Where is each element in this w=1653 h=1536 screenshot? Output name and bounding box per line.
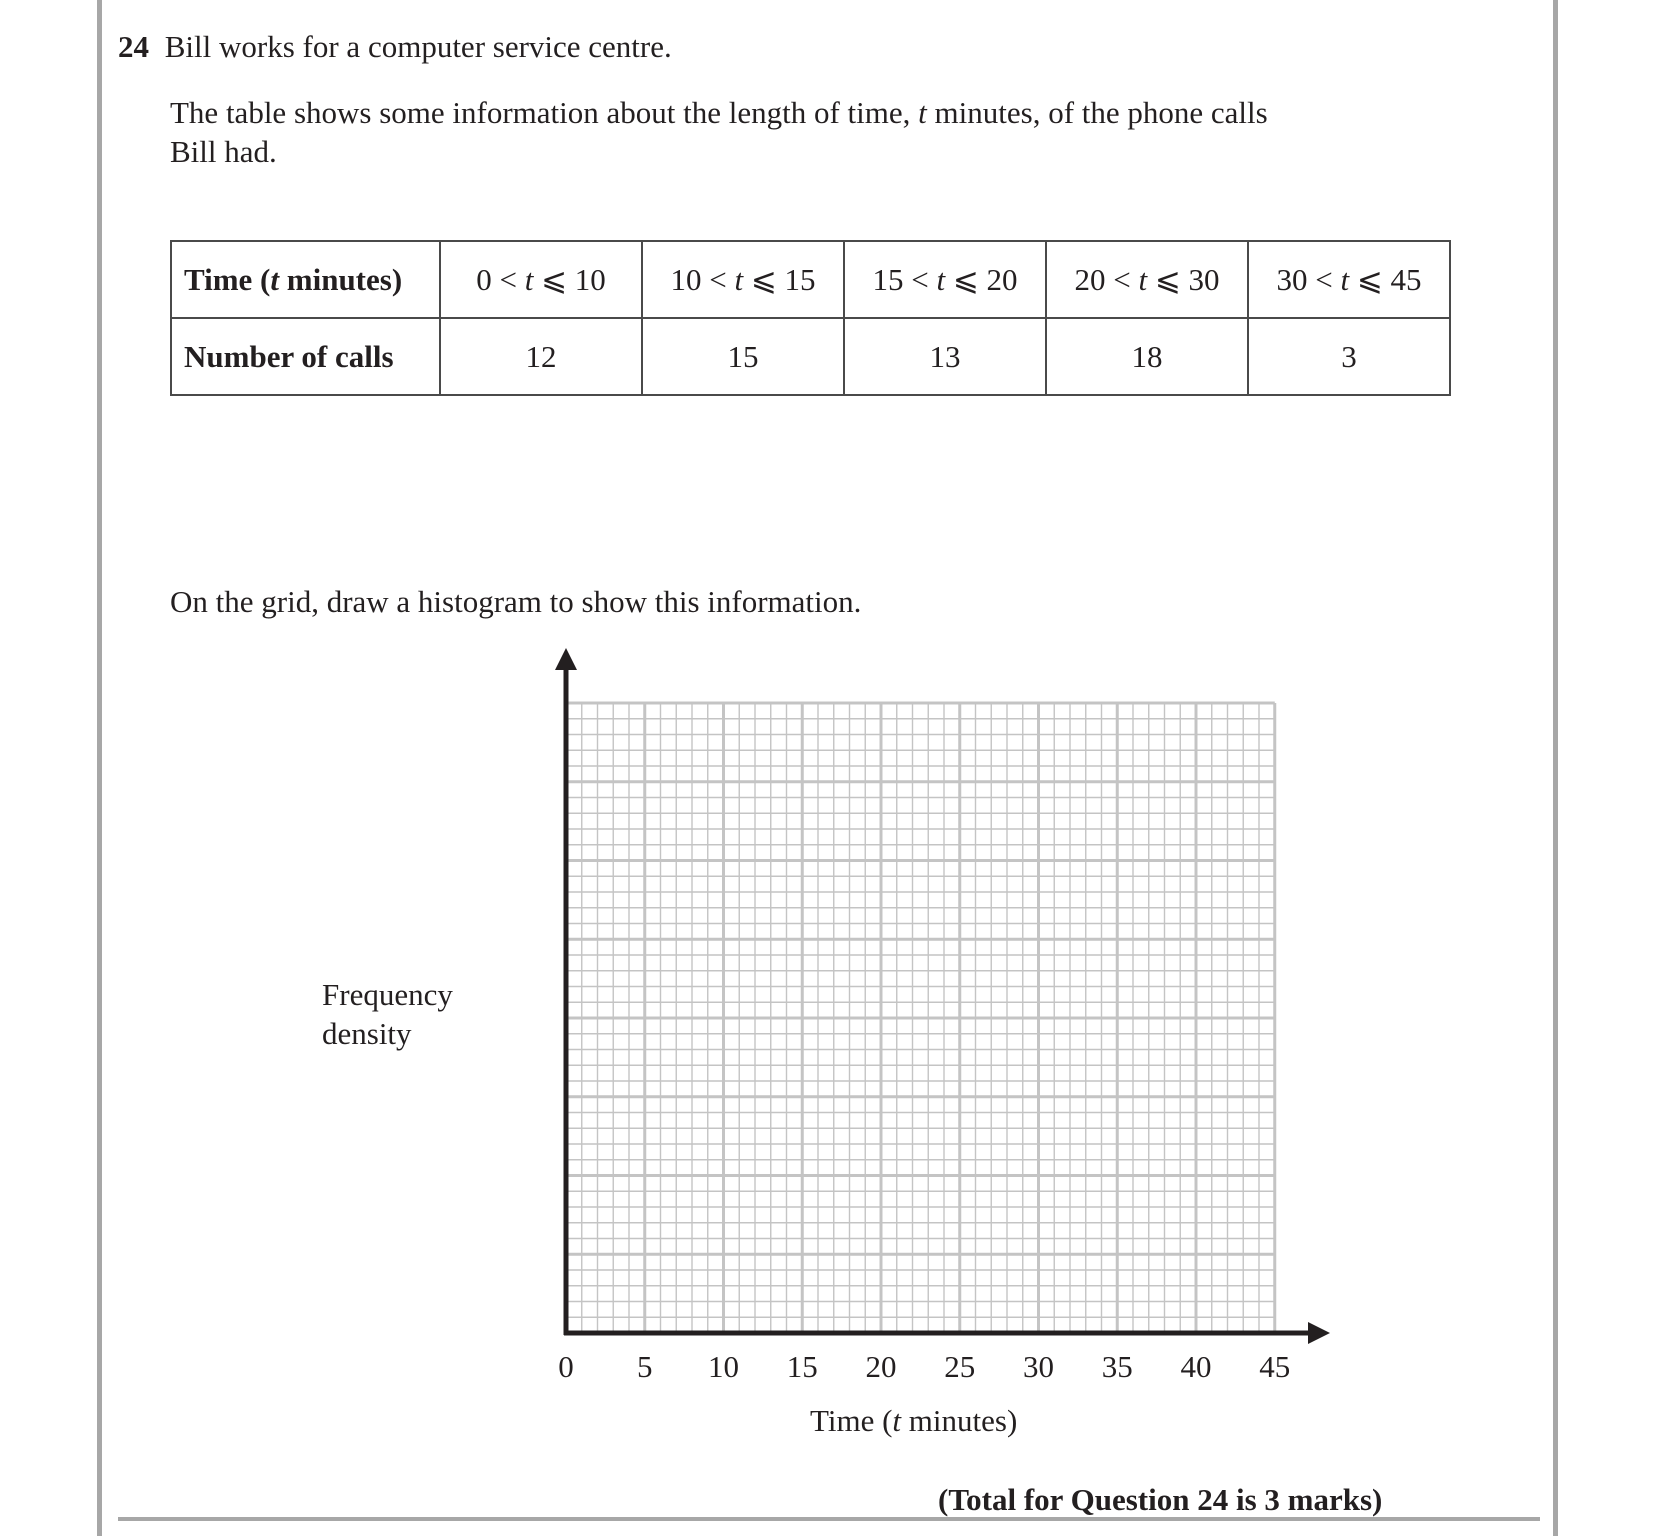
x-axis — [564, 1322, 1330, 1344]
question-number: 24 — [118, 29, 149, 64]
total-marks: (Total for Question 24 is 3 marks) — [938, 1482, 1383, 1517]
x-tick-label: 25 — [944, 1349, 976, 1384]
bottom-rule — [118, 1517, 1540, 1521]
x-tick-label: 10 — [708, 1349, 739, 1384]
calls-cell: 18 — [1046, 318, 1248, 395]
x-tick-label: 5 — [637, 1349, 653, 1384]
instruction-text: On the grid, draw a histogram to show this information. — [170, 584, 862, 619]
calls-cell: 13 — [844, 318, 1046, 395]
intro-text: Bill works for a computer service centre. — [164, 29, 672, 64]
x-tick-label: 30 — [1023, 1349, 1054, 1384]
interval-cell: 30 < t ⩽ 45 — [1248, 241, 1450, 318]
description-text-b: minutes, of the phone calls — [926, 95, 1268, 130]
x-tick-label: 20 — [865, 1349, 897, 1384]
x-tick-label: 45 — [1259, 1349, 1291, 1384]
calls-cell: 15 — [642, 318, 844, 395]
x-tick-label: 40 — [1180, 1349, 1212, 1384]
description-text-a: The table shows some information about the length of time, — [170, 95, 919, 130]
row-header-calls: Number of calls — [171, 318, 440, 395]
interval-cell: 0 < t ⩽ 10 — [440, 241, 642, 318]
x-axis-label: Time (t minutes) — [810, 1403, 1018, 1438]
interval-cell: 10 < t ⩽ 15 — [642, 241, 844, 318]
y-axis-label-line1: Frequency — [322, 977, 453, 1012]
y-axis — [555, 648, 577, 1335]
x-tick-label: 0 — [558, 1349, 574, 1384]
calls-cell: 3 — [1248, 318, 1450, 395]
y-axis-arrow-icon — [555, 648, 577, 670]
row-header-time: Time (t minutes) — [171, 241, 440, 318]
description-var: t — [918, 95, 927, 130]
calls-cell: 12 — [440, 318, 642, 395]
interval-cell: 15 < t ⩽ 20 — [844, 241, 1046, 318]
x-axis-arrow-icon — [1308, 1322, 1330, 1344]
x-tick-label: 35 — [1101, 1349, 1133, 1384]
description-line2: Bill had. — [170, 134, 277, 169]
x-tick-label: 15 — [786, 1349, 818, 1384]
y-axis-label-line2: density — [322, 1016, 412, 1051]
interval-cell: 20 < t ⩽ 30 — [1046, 241, 1248, 318]
